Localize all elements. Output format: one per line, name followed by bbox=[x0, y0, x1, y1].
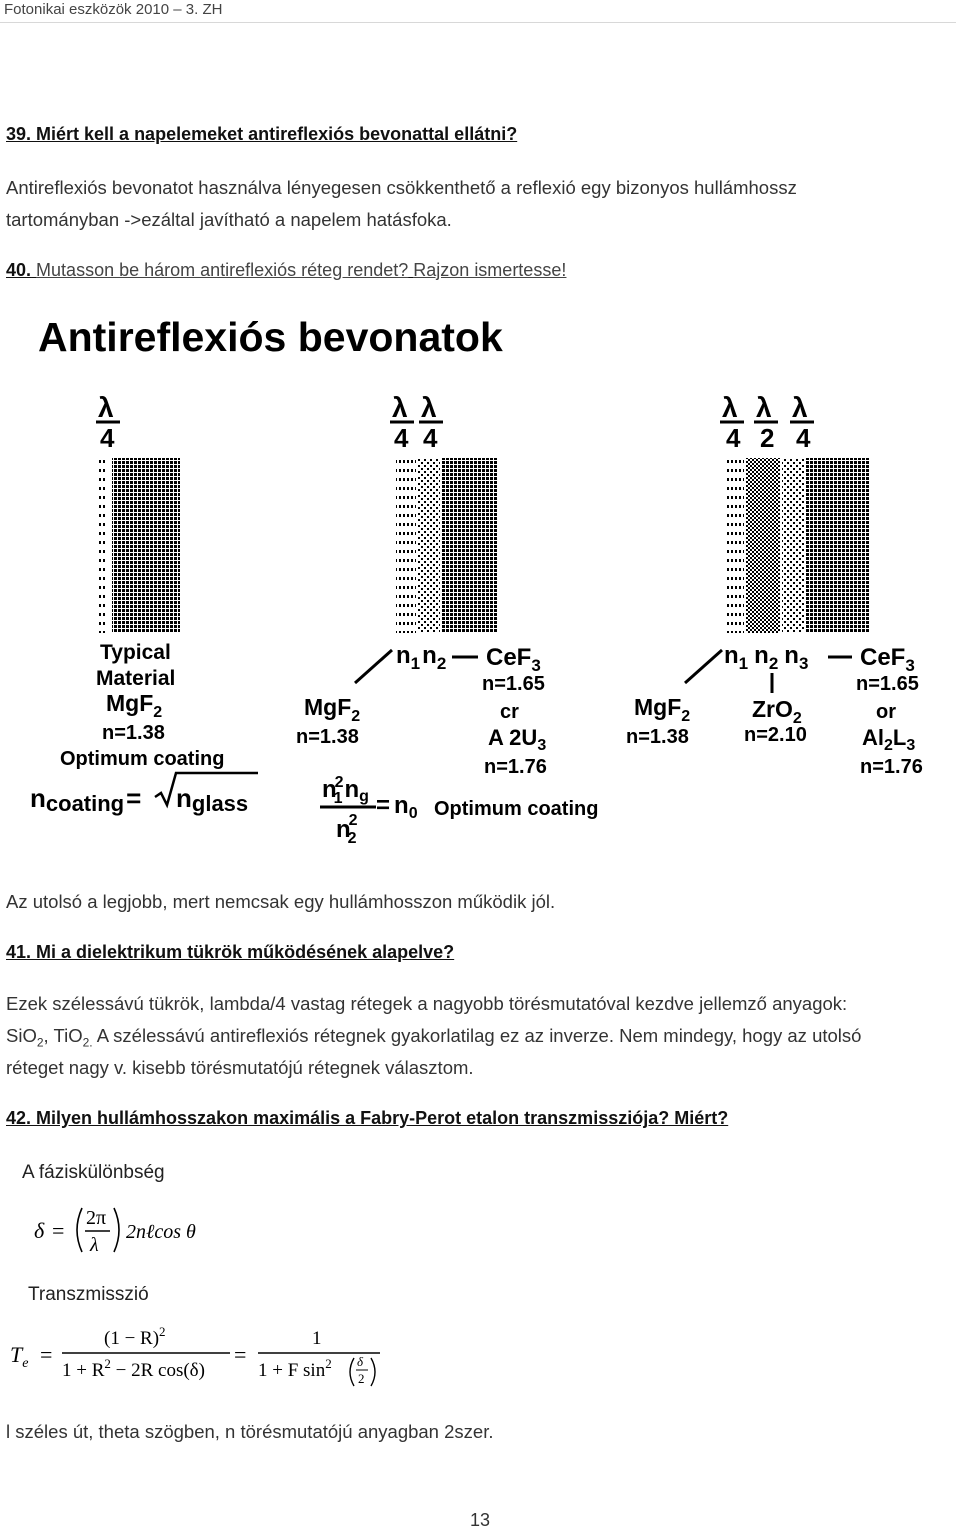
svg-text:4: 4 bbox=[423, 423, 438, 453]
question-40-title bbox=[6, 260, 566, 281]
svg-text:n=1.65: n=1.65 bbox=[482, 673, 545, 695]
single-substrate bbox=[112, 458, 180, 633]
svg-text:Al2L3: $Al_2L_3$ bbox=[862, 725, 916, 754]
svg-text:ZrO2: ZrO$_2$ bbox=[752, 696, 802, 727]
svg-text:n=1.65: n=1.65 bbox=[856, 673, 919, 695]
svg-text:2: 2 bbox=[760, 423, 775, 453]
transmission-formula bbox=[10, 1324, 380, 1386]
svg-text:n1n2: $n_1n_2$ bbox=[396, 642, 447, 673]
svg-text:2π: 2π bbox=[86, 1207, 107, 1229]
question-42-answer: l széles út, theta szögben, n törésmutatójú anyagban 2szer. bbox=[6, 1421, 494, 1442]
question-39-title: 39. Miért kell a napelemeket antireflexiós bevonattal ellátni? bbox=[6, 124, 518, 144]
triple-substrate bbox=[806, 458, 870, 633]
svg-text:λ: λ bbox=[421, 392, 437, 423]
svg-text:n21ng: n2 1ng bbox=[322, 774, 369, 807]
svg-text:λ: λ bbox=[722, 392, 738, 423]
figure-heading: Antireflexiós bevonatok bbox=[38, 314, 503, 360]
triple-layer-3 bbox=[782, 458, 804, 633]
svg-text:nglass: nglass bbox=[176, 783, 249, 816]
svg-text:2: 2 bbox=[358, 1371, 365, 1386]
svg-text:4: 4 bbox=[726, 423, 741, 453]
question-39-answer-line-2: tartományban ->ezáltal javítható a napelem hatásfoka. bbox=[6, 209, 452, 230]
svg-text:MgF2 bbox=[106, 690, 162, 721]
single-layer-diagram bbox=[30, 392, 258, 816]
svg-text:=: = bbox=[234, 1342, 247, 1367]
svg-text:=: = bbox=[40, 1342, 53, 1367]
svg-text:λ: λ bbox=[90, 1234, 99, 1256]
svg-text:n=1.76: n=1.76 bbox=[860, 756, 923, 778]
triple-layer-diagram bbox=[626, 392, 923, 778]
svg-text:4: 4 bbox=[796, 423, 811, 453]
single-lambda: λ bbox=[98, 392, 114, 423]
svg-text:n=1.38: n=1.38 bbox=[626, 726, 689, 748]
svg-text:=n0: = $n_0$ bbox=[376, 792, 418, 822]
triple-layer-2 bbox=[746, 458, 780, 633]
header-title: Fotonikai eszközök 2010 – 3. ZH bbox=[4, 1, 223, 18]
single-coating-layer bbox=[99, 458, 105, 633]
double-layer-diagram bbox=[296, 392, 598, 847]
svg-text:or: or bbox=[876, 701, 896, 723]
svg-text:(1 − R)2: $(1 - R)^2$ bbox=[104, 1324, 166, 1349]
page-number: 13 bbox=[469, 1510, 491, 1530]
question-39-answer-line-1: Antireflexiós bevonatot használva lényegesen csökkenthető a reflexió egy bizonyos hullámhossz bbox=[6, 177, 797, 198]
svg-text:n1n2n3: $n_1$ $n_2$ $n_3$ bbox=[724, 642, 809, 673]
phase-difference-formula bbox=[34, 1207, 196, 1256]
question-40-title-main: Mutasson be három antireflexiós réteg rendet? bbox=[36, 260, 409, 280]
svg-text:CeF3: CeF$_3$ bbox=[486, 644, 541, 675]
single-index-label: n=1.38 bbox=[102, 722, 165, 744]
single-optimum-label: Optimum coating bbox=[60, 748, 225, 770]
svg-text:MgF2: MgF$_2$ bbox=[634, 694, 691, 725]
single-mgf2-sub: 2 bbox=[153, 704, 163, 721]
svg-text:δ: δ bbox=[34, 1218, 45, 1243]
double-layer-1 bbox=[396, 458, 416, 633]
svg-text:n=1.38: n=1.38 bbox=[296, 726, 359, 748]
svg-text:A 2U3: A $2U_3$ bbox=[488, 725, 547, 754]
svg-text:Te: $T_e$ bbox=[10, 1342, 29, 1371]
svg-text:Optimum coating: Optimum coating bbox=[434, 798, 599, 820]
double-substrate bbox=[442, 458, 498, 633]
svg-text:cr: cr bbox=[500, 701, 519, 723]
svg-text:1 + F sin2: 1 + F $\sin^2$ bbox=[258, 1356, 332, 1381]
question-40-answer: Az utolsó a legjobb, mert nemcsak egy hullámhosszon működik jól. bbox=[6, 891, 556, 912]
single-formula: ncoating= bbox=[30, 783, 142, 816]
question-40-title-tail: Rajzon ismertesse! bbox=[413, 260, 567, 280]
svg-text:MgF2: MgF$_2$ bbox=[304, 694, 361, 725]
question-42-title: 42. Milyen hullámhosszakon maximális a Fabry-Perot etalon transzmissziója? Miért? bbox=[6, 1108, 729, 1128]
svg-text:λ: λ bbox=[792, 392, 808, 423]
svg-text:1 + R2 − 2R cos(δ): $1 + R^2 - 2R$ cos(δ) bbox=[62, 1356, 205, 1381]
svg-text:n=2.10: n=2.10 bbox=[744, 724, 807, 746]
double-layer-2 bbox=[418, 458, 440, 633]
svg-text:n=1.76: n=1.76 bbox=[484, 756, 547, 778]
fabry-perot-formulas-figure bbox=[6, 1152, 426, 1397]
phase-difference-label: A fáziskülönbség bbox=[22, 1162, 165, 1183]
svg-text:λ: λ bbox=[756, 392, 772, 423]
single-material-label: Material bbox=[96, 667, 176, 690]
single-denominator-4: 4 bbox=[100, 423, 115, 453]
transmission-label: Transzmisszió bbox=[28, 1284, 149, 1305]
question-40-number: 40. bbox=[6, 260, 32, 280]
svg-text:δ: δ bbox=[357, 1354, 364, 1369]
single-typical-label: Typical bbox=[100, 641, 171, 664]
svg-text:1: 1 bbox=[312, 1328, 322, 1349]
triple-layer-1 bbox=[726, 458, 744, 633]
page-header bbox=[0, 0, 956, 23]
single-mgf2-label: MgF bbox=[106, 690, 154, 716]
question-41-title: 41. Mi a dielektrikum tükrök működésének alapelve? bbox=[6, 942, 455, 962]
svg-text:n22: n2 2 bbox=[336, 812, 358, 847]
question-41-answer-line-1: Ezek szélessávú tükrök, lambda/4 vastag rétegek a nagyobb törésmutatóval kezdve jellemző anyagok: bbox=[6, 993, 848, 1014]
svg-text:λ: λ bbox=[392, 392, 408, 423]
question-41-answer-line-2: SiO$_2$, TiO$_{2.}$ A szélessávú antireflexiós rétegnek gyakorlatilag ez az inverze. Nem mindegy, hogy az utolsó bbox=[6, 1025, 862, 1050]
svg-text:2nℓcos θ: 2nℓcos θ bbox=[126, 1221, 196, 1243]
svg-text:4: 4 bbox=[394, 423, 409, 453]
svg-text:=: = bbox=[52, 1218, 65, 1243]
antireflection-coatings-figure bbox=[30, 305, 940, 860]
svg-text:CeF3: CeF$_3$ bbox=[860, 644, 915, 675]
question-41-answer-line-3: réteget nagy v. kisebb törésmutatójú rétegnek választom. bbox=[6, 1057, 474, 1078]
